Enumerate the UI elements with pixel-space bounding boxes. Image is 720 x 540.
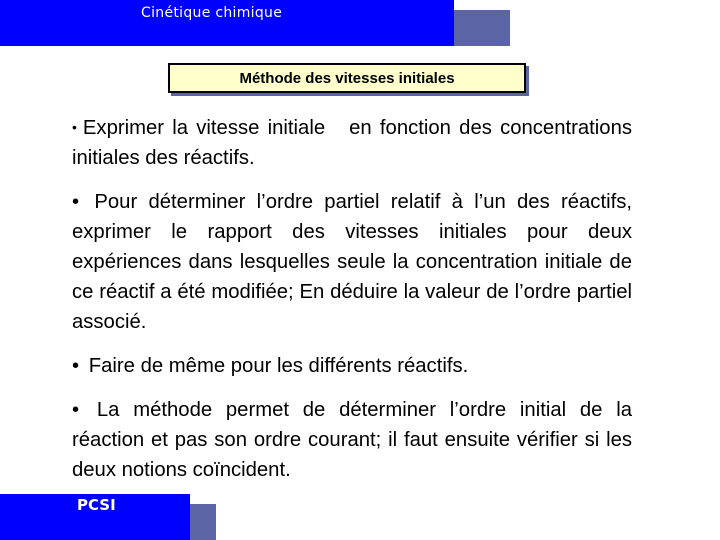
header-shadow-block xyxy=(454,10,510,46)
bullet-icon: • xyxy=(72,355,80,377)
paragraph-text: Pour déterminer l’ordre partiel relatif à l’un des réactifs, exprimer le rapport des vitesses initiales pour deux expériences dans lesquelles seule la concentration initiale de ce réactif a été modifiée; En déduire la valeur de l’ordre partiel associé. xyxy=(72,191,632,333)
bullet-paragraph-3 xyxy=(72,351,632,381)
bullet-icon: • xyxy=(72,399,80,421)
bullet-paragraph-2 xyxy=(72,187,632,337)
slide-title-box xyxy=(168,63,526,93)
paragraph-rest: en fonction des concentrations initiales des réactifs. xyxy=(72,117,632,169)
paragraph-lead: Exprimer la vitesse initiale xyxy=(82,117,326,139)
bullet-paragraph-1 xyxy=(72,112,632,173)
paragraph-text: Faire de même pour les différents réactifs. xyxy=(88,355,469,377)
paragraph-text: La méthode permet de déterminer l’ordre initial de la réaction et pas son ordre courant; il faut ensuite vérifier si les deux notions coïncident. xyxy=(72,399,632,481)
bullet-paragraph-4 xyxy=(72,395,632,485)
footer-label: PCSI xyxy=(77,496,116,514)
slide-content xyxy=(72,112,632,499)
header-title: Cinétique chimique xyxy=(141,5,283,21)
bullet-icon: • xyxy=(72,191,80,213)
bullet-icon: • xyxy=(72,119,77,135)
footer-shadow-block xyxy=(190,504,216,540)
slide-title: Méthode des vitesses initiales xyxy=(239,69,455,87)
